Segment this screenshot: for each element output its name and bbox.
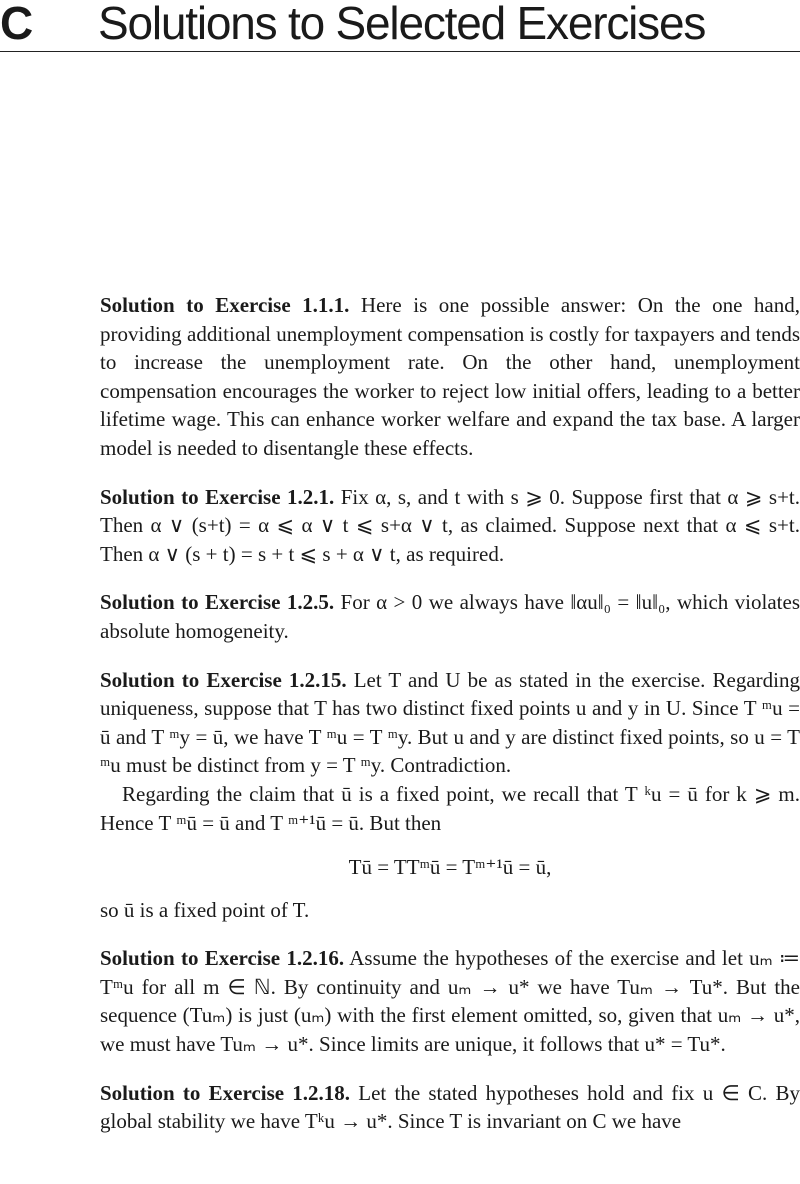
solution-text: Here is one possible answer: On the one hand, providing additional unemployment compensation is costly for taxpayers and tends to increase the unemployment rate. On the other hand, unemployment compensation encourages the worker to reject low initial offers, leading to a better lifetime wage. This can enhance worker welfare and expand the tax base. A larger model is needed to disentangle these effects. bbox=[100, 293, 800, 460]
solution-1-2-1 bbox=[100, 483, 800, 569]
solution-text: Assume the hypotheses of the exercise and let uₘ ≔ Tᵐu for all m ∈ ℕ. By continuity and uₘ → u* we have Tuₘ → Tu*. But the sequence (Tuₘ) is just (uₘ) with the first element omitted, so, given that uₘ → u*, we must have Tuₘ → u*. Since limits are unique, it follows that u* = Tu*. bbox=[100, 946, 800, 1057]
solution-text: Let the stated hypotheses hold and fix u ∈ C. By global stability we have Tᵏu → u*. Since T is invariant on C we have bbox=[100, 1080, 800, 1134]
chapter-title: Solutions to Selected Exercises bbox=[98, 0, 706, 49]
solution-label: Solution to Exercise 1.2.15. bbox=[100, 667, 347, 692]
display-equation: Tū = TTᵐū = Tᵐ⁺¹ū = ū, bbox=[348, 855, 552, 880]
solution-label: Solution to Exercise 1.2.1. bbox=[100, 484, 335, 509]
solution-1-2-15-continued: Regarding the claim that ū is a fixed point, we recall that T ᵏu = ū for k ⩾ m. Hence T ᵐū = ū and T ᵐ⁺¹ū = ū. But then bbox=[100, 781, 800, 835]
solution-text: Fix α, s, and t with s ⩾ 0. Suppose first that α ⩾ s+t. Then α ∨ (s+t) = α ⩽ α ∨ t ⩽ s+α ∨ t, as claimed. Suppose next that α ⩽ s+t. Then α ∨ (s + t) = s + t ⩽ s + α ∨ t, as required. bbox=[100, 484, 800, 566]
solution-text: Let T and U be as stated in the exercise. Regarding uniqueness, suppose that T has two distinct fixed points u and y in U. Since T ᵐu = ū and T ᵐy = ū, we have T ᵐu = T ᵐy. But u and y are distinct fixed points, so u = T ᵐu must be distinct from y = T ᵐy. Contradiction. bbox=[100, 667, 800, 778]
solution-label: Solution to Exercise 1.2.18. bbox=[100, 1080, 351, 1105]
solutions-body bbox=[100, 291, 800, 1136]
solution-1-1-1 bbox=[100, 291, 800, 463]
header-rule bbox=[0, 51, 800, 52]
solution-1-2-5 bbox=[100, 588, 800, 645]
solution-1-2-18 bbox=[100, 1079, 800, 1136]
solution-text: For α > 0 we always have ‖αu‖₀ = ‖u‖₀, which violates absolute homogeneity. bbox=[100, 590, 800, 643]
solution-1-2-15-conclusion: so ū is a fixed point of T. bbox=[100, 897, 310, 922]
chapter-header bbox=[0, 0, 800, 54]
solution-label: Solution to Exercise 1.1.1. bbox=[100, 293, 350, 317]
solution-1-2-15 bbox=[100, 666, 800, 780]
solution-label: Solution to Exercise 1.2.5. bbox=[100, 590, 335, 615]
solution-label: Solution to Exercise 1.2.16. bbox=[100, 946, 345, 971]
solution-1-2-16 bbox=[100, 944, 800, 1058]
appendix-letter: C bbox=[0, 0, 33, 49]
